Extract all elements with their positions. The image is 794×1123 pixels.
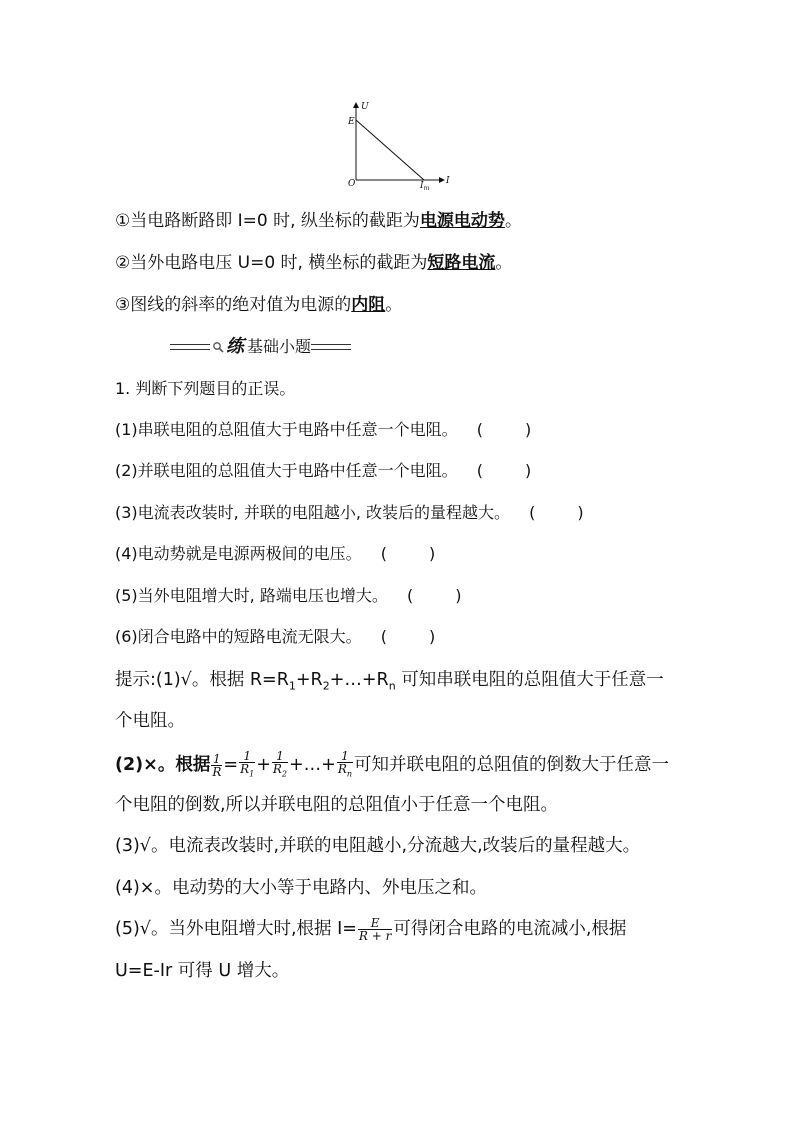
answer-2-cont: 个电阻的倒数,所以并联电阻的总阻值小于任意一个电阻。 [115, 795, 559, 815]
answer-5-cont: U=E-Ir 可得 U 增大。 [115, 961, 290, 981]
im-intercept-label: $I_m$ [420, 181, 430, 190]
fraction-1-over-r1: $\frac{1}{R_1}$ [240, 749, 255, 779]
answer-blank[interactable]: ( ) [476, 420, 532, 439]
question-item-4: (4)电动势就是电源两极间的电压。 ( ) [115, 544, 436, 563]
answer-1-cont: 个电阻。 [115, 711, 185, 731]
question-item-6: (6)闭合电路中的短路电流无限大。 ( ) [115, 627, 436, 646]
fraction-1-over-r: $\frac{1}{R}$ [212, 751, 222, 779]
fraction-1-over-r2: $\frac{1}{R_2}$ [272, 749, 288, 779]
answer-4: (4)×。电动势的大小等于电路内、外电压之和。 [115, 878, 487, 898]
question-item-5: (5)当外电阻增大时, 路端电压也增大。 ( ) [115, 586, 462, 605]
note-3: ③图线的斜率的绝对值为电源的内阻。 [115, 295, 403, 315]
note-2-keyword: 短路电流 [427, 253, 496, 273]
note-1-keyword: 电源电动势 [419, 211, 505, 231]
answer-blank[interactable]: ( ) [529, 503, 584, 522]
note-1: ①当电路断路即 I=0 时, 纵坐标的截距为电源电动势。 [115, 211, 522, 231]
answer-3: (3)√。电流表改装时,并联的电阻越小,分流越大,改装后的量程越大。 [115, 836, 641, 856]
section-banner [170, 335, 351, 359]
fraction-1-over-rn: $\frac{1}{R_n}$ [337, 749, 353, 779]
answer-1: 提示:(1)√。根据 $R=R_1+R_2+\dots+R_n$ 可知串联电阻的总阻值大于任意一 [115, 670, 664, 693]
question-stem: 1. 判断下列题目的正误。 [115, 379, 296, 398]
answer-blank[interactable]: ( ) [476, 461, 532, 480]
section-title: 基础小题 [247, 337, 312, 356]
fraction-e-over-r-plus-r: $\frac{E}{R + r}$ [358, 915, 392, 943]
u-i-graph [340, 98, 460, 190]
note-3-keyword: 内阻 [351, 295, 386, 315]
u-axis-label: U [361, 102, 369, 112]
answer-2: (2)×。根据 $\frac{1}{R}$ = $\frac{1}{R_1}$ + $\frac{1}{R_2}$ +…+ $\frac{1}{R_n}$ 可知并联电阻的总阻值的倒数大于任意一 [115, 749, 670, 779]
question-item-2: (2)并联电阻的总阻值大于电路中任意一个电阻。 ( ) [115, 461, 532, 480]
i-axis-label: I [446, 176, 450, 186]
answer-blank[interactable]: ( ) [380, 627, 436, 646]
note-2: ②当外电路电压 U=0 时, 横坐标的截距为短路电流。 [115, 253, 513, 273]
answer-blank[interactable]: ( ) [380, 544, 436, 563]
u-i-line [356, 120, 424, 180]
magnifier-icon [212, 341, 224, 353]
question-item-3: (3)电流表改装时, 并联的电阻越小, 改装后的量程越大。 ( ) [115, 503, 584, 522]
section-icon-text: 练 [226, 336, 244, 357]
banner-rule-left [170, 344, 210, 350]
answer-5: (5)√。当外电阻增大时,根据 I= $\frac{E}{R + r}$ 可得闭合电路的电流减小,根据 [115, 915, 627, 943]
answer-blank[interactable]: ( ) [406, 586, 462, 605]
question-item-1: (1)串联电阻的总阻值大于电路中任意一个电阻。 ( ) [115, 420, 532, 439]
banner-rule-right [311, 344, 351, 350]
origin-label: O [348, 179, 356, 189]
e-intercept-label: E [348, 117, 355, 127]
